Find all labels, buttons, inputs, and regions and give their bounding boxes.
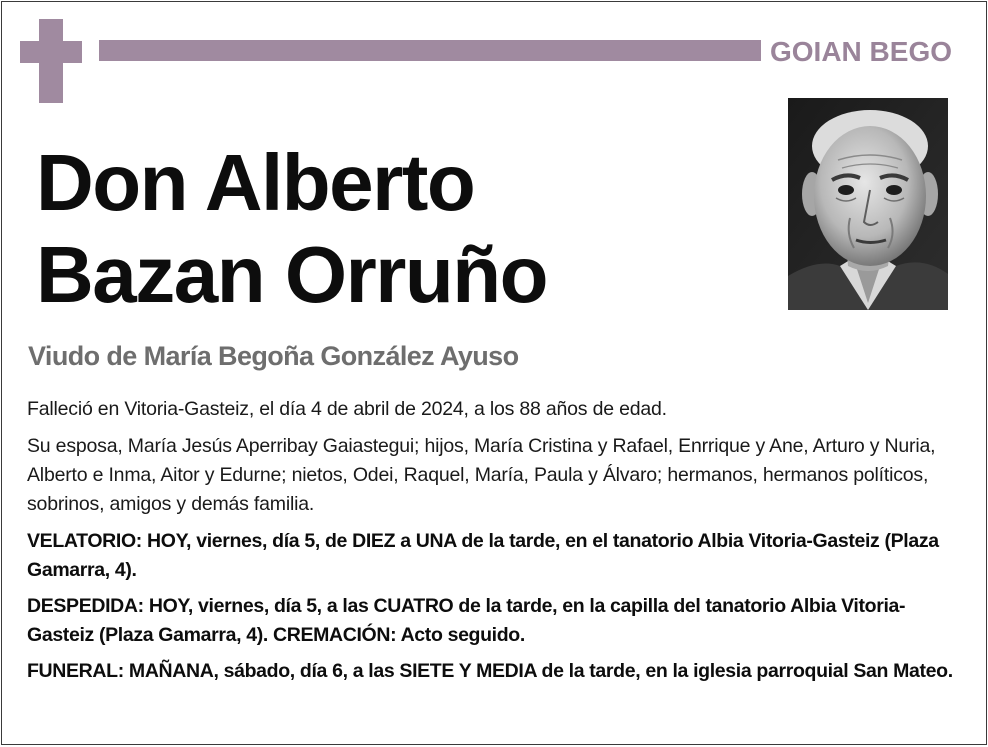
death-notice-paragraph: Falleció en Vitoria-Gasteiz, el día 4 de abril de 2024, a los 88 años de edad. (27, 398, 667, 420)
cross-icon (20, 19, 82, 103)
name-line-1: Don Alberto (36, 138, 475, 227)
family-paragraph: Su esposa, María Jesús Aperribay Gaiastegui; hijos, María Cristina y Rafael, Enrrique y Ane, Arturo y Nuria, Alberto e Inma, Aitor y Edurne; nietos, Odei, Raquel, María, Paula y Álvaro; hermanos, hermanos políticos, sobrinos, amigos y demás familia. (27, 435, 936, 515)
portrait-photo-icon (788, 98, 948, 310)
despedida-paragraph: DESPEDIDA: HOY, viernes, día 5, a las CUATRO de la tarde, en la capilla del tanatorio Albia Vitoria-Gasteiz (Plaza Gamarra, 4). CREMACIÓN: Acto seguido. (27, 595, 906, 646)
velatorio-paragraph: VELATORIO: HOY, viernes, día 5, de DIEZ a UNA de la tarde, en el tanatorio Albia Vitoria-Gasteiz (Plaza Gamarra, 4). (27, 530, 939, 581)
deceased-name (36, 137, 547, 321)
funeral-paragraph: FUNERAL: MAÑANA, sábado, día 6, a las SIETE Y MEDIA de la tarde, en la iglesia parroquial San Mateo. (27, 660, 953, 682)
widower-subtitle: Viudo de María Begoña González Ayuso (28, 341, 519, 371)
obituary-card (1, 1, 987, 745)
obituary-body (27, 395, 962, 693)
brand-label: GOIAN BEGO (770, 36, 953, 67)
header-rule (99, 40, 761, 61)
name-line-2: Bazan Orruño (36, 230, 547, 319)
